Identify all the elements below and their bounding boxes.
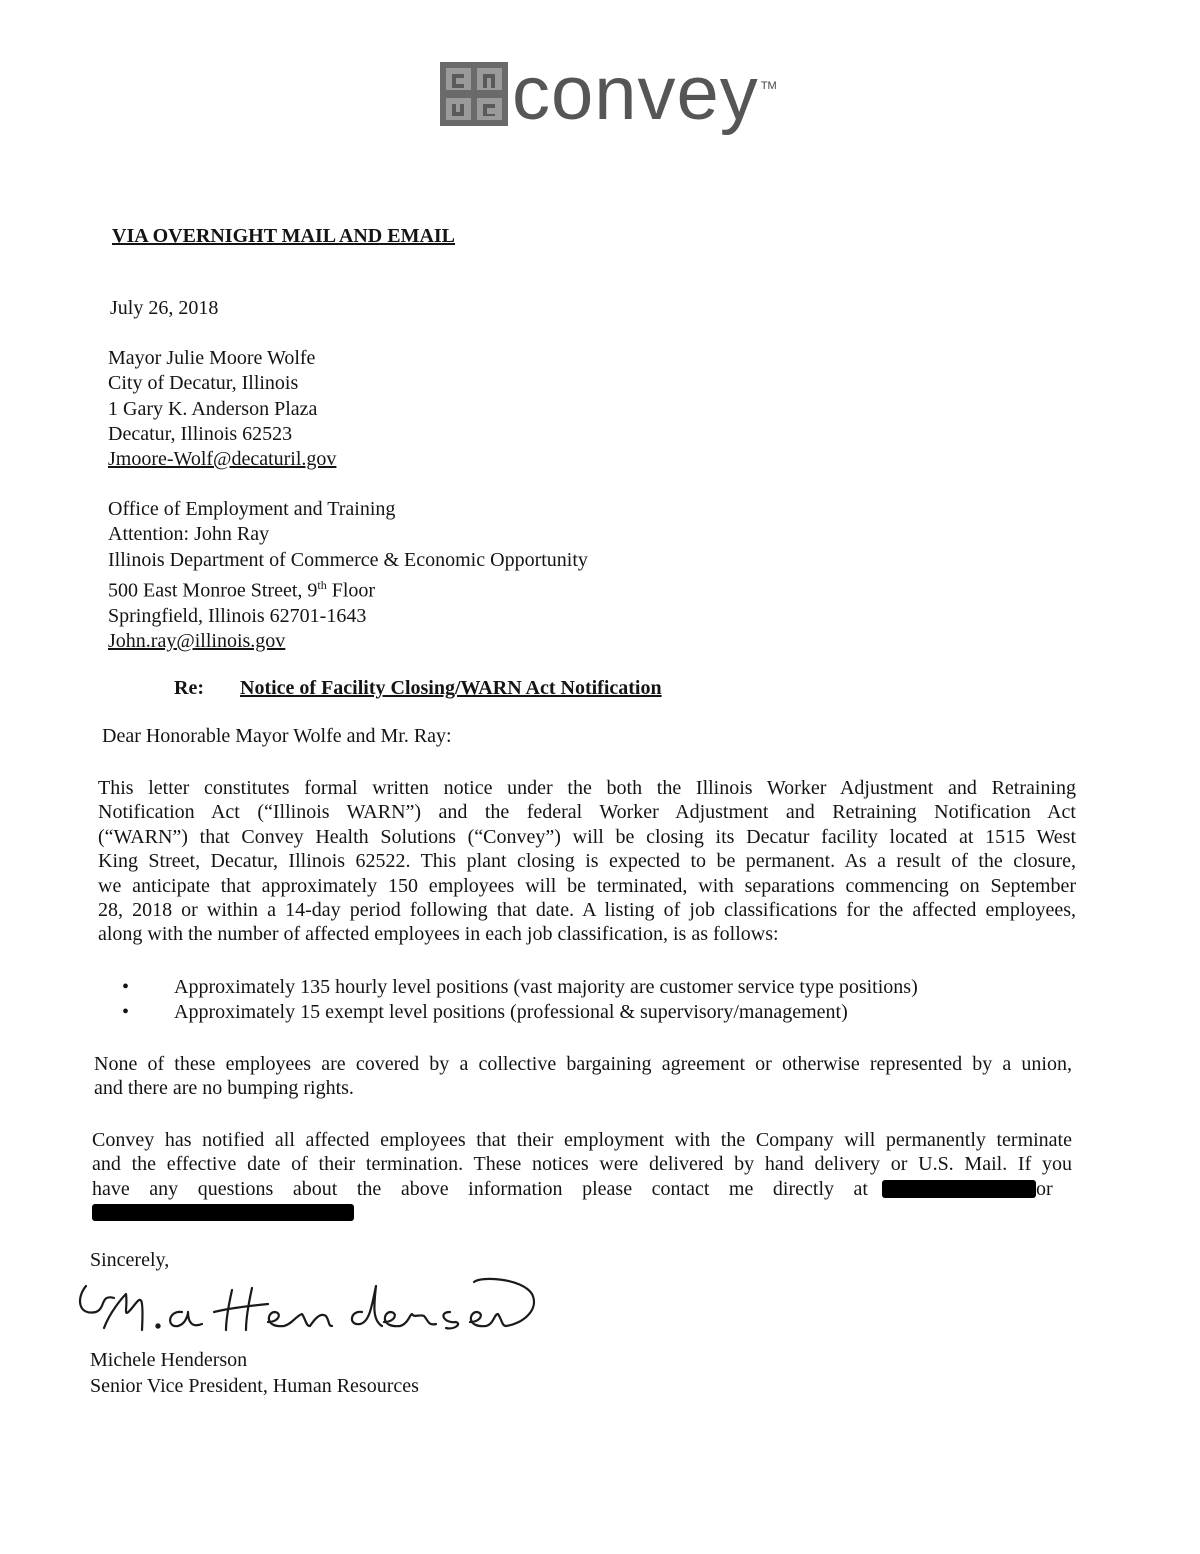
paragraph-line: (“WARN”) that Convey Health Solutions (“Convey”) will be closing its Decatur facility located at 1515 West	[98, 825, 1076, 848]
re-subject: Notice of Facility Closing/WARN Act Notification	[240, 677, 662, 699]
list-item	[112, 1000, 918, 1025]
street-text: 500 East Monroe Street, 9	[108, 579, 318, 602]
re-label: Re:	[174, 677, 204, 699]
recipient-city: Springfield, Illinois 62701-1643	[108, 604, 367, 627]
or-text: or	[1036, 1177, 1053, 1200]
bullet-icon: •	[122, 1000, 130, 1023]
redacted-email	[92, 1204, 354, 1221]
signer-name: Michele Henderson	[90, 1349, 248, 1371]
recipient-dept: Illinois Department of Commerce & Economic Opportunity	[108, 548, 588, 571]
union-paragraph	[94, 1052, 1072, 1101]
paragraph-line: None of these employees are covered by a collective bargaining agreement or otherwise represented by a union,	[94, 1053, 1072, 1075]
notification-paragraph	[92, 1128, 1072, 1225]
paragraph-line: This letter constitutes formal written notice under the both the Illinois Worker Adjustment and Retraining	[98, 777, 1076, 799]
street-superscript: th	[317, 577, 327, 592]
closing: Sincerely,	[90, 1249, 170, 1271]
paragraph-line: 28, 2018 or within a 14-day period following that date. A listing of job classifications for the affected employees,	[98, 899, 1076, 922]
recipient-email[interactable]: John.ray@illinois.gov	[108, 630, 286, 653]
paragraph-line: we anticipate that approximately 150 employees will be terminated, with separations commencing on September	[98, 874, 1076, 897]
notice-paragraph	[98, 776, 1076, 947]
street-text-suffix: Floor	[326, 579, 376, 602]
recipient-office: Office of Employment and Training	[108, 498, 396, 520]
recipient-name: Mayor Julie Moore Wolfe	[108, 347, 316, 369]
contact-line	[92, 1177, 1072, 1201]
convey-logo-mark-icon	[440, 62, 508, 126]
paragraph-line: and the effective date of their termination. These notices were delivered by hand delivery or U.S. Mail. If you	[92, 1153, 1072, 1176]
redacted-line	[92, 1201, 1072, 1225]
paragraph-line: King Street, Decatur, Illinois 62522. This plant closing is expected to be permanent. As a result of the closure,	[98, 850, 1076, 873]
list-item-text: Approximately 135 hourly level positions (vast majority are customer service type positions)	[174, 976, 918, 998]
paragraph-line: Notification Act (“Illinois WARN”) and the federal Worker Adjustment and Retraining Notification Act	[98, 801, 1076, 824]
recipient-street: 1 Gary K. Anderson Plaza	[108, 397, 318, 420]
recipient-address-1	[108, 346, 336, 472]
convey-logo	[440, 51, 777, 136]
paragraph-line: Convey has notified all affected employees that their employment with the Company will permanently terminate	[92, 1129, 1072, 1151]
recipient-street	[108, 573, 588, 604]
convey-logo-wordmark: convey	[512, 51, 759, 136]
paragraph-line: along with the number of affected employees in each job classification, is as follows:	[98, 923, 779, 946]
list-item-text: Approximately 15 exempt level positions (professional & supervisory/management)	[174, 1000, 848, 1023]
recipient-address-2	[108, 497, 588, 654]
salutation: Dear Honorable Mayor Wolfe and Mr. Ray:	[102, 725, 452, 747]
recipient-org: City of Decatur, Illinois	[108, 372, 299, 395]
recipient-attention: Attention: John Ray	[108, 523, 270, 546]
signer-title: Senior Vice President, Human Resources	[90, 1375, 419, 1397]
recipient-email[interactable]: Jmoore-Wolf@decaturil.gov	[108, 448, 337, 471]
delivery-method: VIA OVERNIGHT MAIL AND EMAIL	[112, 225, 456, 247]
recipient-city: Decatur, Illinois 62523	[108, 422, 293, 445]
paragraph-line: and there are no bumping rights.	[94, 1077, 354, 1100]
trademark-symbol: TM	[760, 80, 777, 92]
redacted-phone	[882, 1180, 1036, 1198]
handwritten-signature	[70, 1268, 540, 1358]
letter-date: July 26, 2018	[110, 297, 219, 319]
job-classification-list	[112, 975, 918, 1024]
list-item	[112, 975, 918, 1000]
contact-text: have any questions about the above information please contact me directly at	[92, 1177, 868, 1200]
bullet-icon: •	[122, 976, 130, 998]
